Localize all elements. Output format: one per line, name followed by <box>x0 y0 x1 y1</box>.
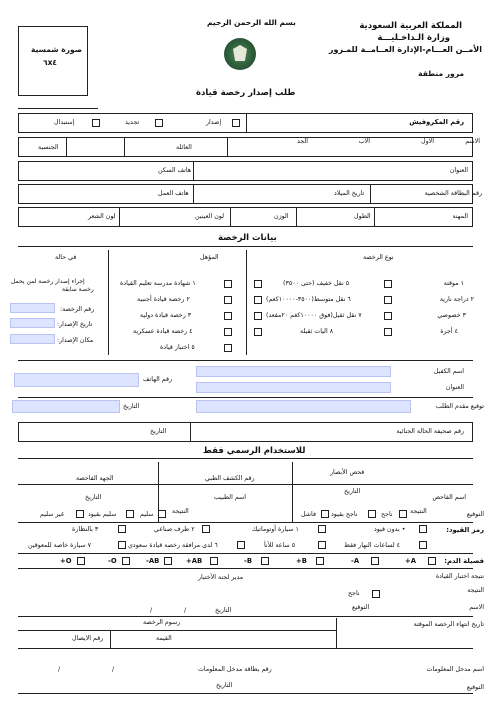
blood-a-neg-checkbox[interactable] <box>371 557 379 565</box>
father-name-label: الأب <box>358 138 370 145</box>
sponsor-address-label: العنوان <box>445 384 464 391</box>
medical-no-label: رقم الكشف الطبي <box>205 475 255 482</box>
type-medium-label: ٦ نقل متوسط(٣٥٠٠-١٠٠٠٠كغم) <box>266 296 351 303</box>
renew-label: تجديد <box>125 119 140 126</box>
blood-a-pos-checkbox[interactable] <box>428 557 436 565</box>
renew-checkbox[interactable] <box>155 119 163 127</box>
blood-ab-neg-checkbox[interactable] <box>164 557 172 565</box>
height-label: الطول <box>354 213 371 220</box>
examiner-label: اسم الفاحص <box>432 494 466 501</box>
prev-license-no-field[interactable] <box>10 303 55 313</box>
type-motorcycle-label: ٢ دراجة نارية <box>439 296 474 303</box>
restriction-4-label: ٤ لساعات النهار فقط <box>344 542 401 549</box>
qual-foreign-checkbox[interactable] <box>224 296 232 304</box>
type-taxi-checkbox[interactable] <box>384 328 392 336</box>
photo-label: صورة شمسية <box>31 45 82 54</box>
family-name-label: العائلة <box>176 144 192 151</box>
tester-name-label: الاسم <box>469 604 484 611</box>
restrictions-label: رمز القيود: <box>446 526 484 534</box>
vision-pass-cond-label: ناجح بقيود <box>331 511 358 518</box>
prev-issue-date-label: تاريخ الإصدار: <box>57 321 93 328</box>
data-entry-name-label: اسم مدخل المعلومات <box>426 666 484 673</box>
restriction-3-label: ٣ بالنظارة <box>72 526 99 533</box>
blood-o-pos-label: O+ <box>60 557 72 565</box>
blood-ab-pos-checkbox[interactable] <box>210 557 218 565</box>
blood-b-pos-checkbox[interactable] <box>316 557 324 565</box>
license-type-header: نوع الرخصة <box>363 254 394 261</box>
qual-military-checkbox[interactable] <box>224 328 232 336</box>
issue-checkbox[interactable] <box>232 119 240 127</box>
type-medium-checkbox[interactable] <box>254 296 262 304</box>
sponsor-name-label: اسم الكفيل <box>433 368 464 375</box>
department-title: الأمــن العـــام-الإدارة العــامــة للمـرور <box>328 45 482 54</box>
data-entry-signature-label: التوقيع <box>466 684 484 691</box>
restriction-5-checkbox[interactable] <box>318 541 326 549</box>
temp-expiry-label: تاريخ انتهاء الرخصة الموقتة <box>413 621 484 628</box>
blood-ab-pos-label: AB+ <box>186 557 203 565</box>
blood-o-pos-checkbox[interactable] <box>77 557 85 565</box>
blood-o-neg-label: O- <box>108 557 117 565</box>
profession-row <box>18 207 473 227</box>
kingdom-title: المملكة العربية السعودية <box>359 21 462 31</box>
vision-fail-label: فاشل <box>301 511 316 518</box>
data-entry-date-label: التاريخ <box>216 682 233 689</box>
case-text-2: رخصة سابقة <box>62 286 94 293</box>
fees-label: رسوم الرخصة <box>143 619 181 626</box>
restriction-7-label: ٧ سيارة خاصة للمعوقين <box>28 542 92 549</box>
type-machinery-label: ٨ اليات ثقيلة <box>300 328 334 335</box>
restriction-1-checkbox[interactable] <box>318 525 326 533</box>
sponsor-address-field[interactable] <box>196 382 391 393</box>
id-row <box>18 184 473 204</box>
type-private-label: ٣ خصوصي <box>437 312 466 319</box>
blood-b-neg-checkbox[interactable] <box>261 557 269 565</box>
official-use-title: للاستخدام الرسمي فقط <box>203 446 306 456</box>
prev-issue-place-field[interactable] <box>10 334 55 344</box>
grandfather-name-label: الجد <box>296 138 308 145</box>
form-title: طلب إصدار رخصة قيادة <box>196 88 296 98</box>
data-entry-card-label: رقم بطاقة مدخل المعلومات <box>198 666 272 673</box>
medical-sound-cond-label: سليم بقيود <box>88 511 117 518</box>
weight-label: الوزن <box>274 213 289 220</box>
type-heavy-checkbox[interactable] <box>254 312 262 320</box>
qual-school-checkbox[interactable] <box>224 280 232 288</box>
test-date-slash-1: / <box>184 607 187 614</box>
type-motorcycle-checkbox[interactable] <box>384 296 392 304</box>
restriction-0-checkbox[interactable] <box>419 525 427 533</box>
birth-date-label: تاريخ الميلاد <box>334 190 365 197</box>
doctor-label: اسم الطبيب <box>214 494 247 501</box>
type-light-checkbox[interactable] <box>254 280 262 288</box>
vision-signature-label: التوقيع <box>466 511 484 518</box>
photo-size: ٦x٤ <box>43 58 57 67</box>
medical-unsound-label: غير سليم <box>40 511 65 518</box>
sponsor-name-field[interactable] <box>196 366 391 377</box>
restriction-5-label: ٥ ساعة للأنأ <box>264 542 296 549</box>
address-label: العنوان <box>449 167 468 174</box>
vision-fail-checkbox[interactable] <box>321 510 329 518</box>
type-machinery-checkbox[interactable] <box>254 328 262 336</box>
type-heavy-label: ٧ نقل ثقيل(فوق ١٠٠٠٠كغم ٢٠مقعد) <box>266 312 362 319</box>
test-date-label: التاريخ <box>215 607 232 614</box>
type-light-label: ٥ نقل خفيف (حتى ٣٥٠٠) <box>283 280 350 287</box>
driving-pass-label: ناجح <box>348 590 360 597</box>
microfilm-label: رقم المكروفيش <box>409 118 464 126</box>
name-row <box>18 137 473 157</box>
home-phone-label: هاتف السكن <box>158 167 192 174</box>
id-number-label: رقم البطاقة الشخصية <box>424 190 482 197</box>
blood-b-neg-label: B- <box>244 557 253 565</box>
qual-international-label: ٣ رخصة قيادة دولية <box>140 312 192 319</box>
medical-date-label: التاريخ <box>85 494 102 501</box>
replace-checkbox[interactable] <box>92 119 100 127</box>
basmala: بسم الله الرحمن الرحيم <box>207 18 296 27</box>
driving-result-label: النتيجة <box>467 587 484 594</box>
address-row <box>18 161 473 181</box>
medical-result-label: النتيجة <box>172 508 189 515</box>
blood-type-label: فصيلة الدم: <box>444 557 484 565</box>
region-label: مرور منطقة <box>418 69 464 78</box>
qual-test-checkbox[interactable] <box>224 344 232 352</box>
qual-test-label: ٥ اختبار قيادة <box>160 344 195 351</box>
nationality-label: الجنسية <box>38 144 59 151</box>
applicant-signature-field[interactable] <box>196 400 411 413</box>
qual-foreign-label: ٢ رخصة قيادة أجنبية <box>137 296 190 303</box>
criminal-date-label: التاريخ <box>150 428 167 435</box>
criminal-record-label: رقم صحيفة الحالة الجنائية <box>396 428 464 435</box>
vision-pass-label: ناجح <box>381 511 393 518</box>
data-entry-slash-2: / <box>58 666 61 673</box>
restriction-6-checkbox[interactable] <box>237 541 245 549</box>
sponsor-phone-field[interactable] <box>14 373 139 387</box>
type-taxi-label: ٤ أجرة <box>440 328 458 335</box>
prev-license-no-label: رقم الرخصة: <box>60 306 95 313</box>
vision-test-label: فحص الأبصار <box>330 469 365 476</box>
applicant-date-label: التاريخ <box>123 403 140 410</box>
type-private-checkbox[interactable] <box>384 312 392 320</box>
replace-label: إستبدال <box>54 119 75 126</box>
vision-result-label: النتيجة <box>410 508 427 515</box>
blood-a-neg-label: A- <box>351 557 360 565</box>
profession-label: المهنة <box>452 213 468 220</box>
data-entry-slash-1: / <box>112 666 115 673</box>
work-phone-label: هاتف العمل <box>158 190 189 197</box>
test-manager-label: مدير لجنة الأختبار <box>198 574 244 581</box>
photo-box <box>18 26 88 96</box>
medical-sound-label: سليم <box>140 511 154 518</box>
restriction-1-label: ١ سيارة أوتوماتيك <box>252 526 299 533</box>
restriction-6-label: ٦ لدى مرافقة رخصة قيادة سعودي <box>128 542 218 549</box>
license-data-title: بيانات الرخصة <box>218 233 277 243</box>
medical-unsound-checkbox[interactable] <box>76 510 84 518</box>
qualification-header: المؤهل <box>200 254 219 261</box>
vision-pass-cond-checkbox[interactable] <box>368 510 376 518</box>
saudi-emblem-icon <box>224 38 256 70</box>
vision-date-label: التاريخ <box>344 488 361 495</box>
driving-pass-checkbox[interactable] <box>372 590 380 598</box>
blood-a-pos-label: A+ <box>405 557 416 565</box>
medical-sound-cond-checkbox[interactable] <box>126 510 134 518</box>
case-header: في حالة <box>55 254 77 261</box>
ministry-title: وزارة الـداخـليـــة <box>377 33 450 43</box>
restriction-3-checkbox[interactable] <box>118 525 126 533</box>
restriction-7-checkbox[interactable] <box>118 541 126 549</box>
eye-color-label: لون العينين <box>195 213 224 220</box>
sponsor-phone-label: رقم الهاتف <box>143 376 173 383</box>
receipt-no-label: رقم الايصال <box>72 635 104 642</box>
vision-pass-checkbox[interactable] <box>399 510 407 518</box>
qual-school-label: ١ شهادة مدرسة تعليم القيادة <box>120 280 196 287</box>
applicant-date-field[interactable] <box>12 400 120 413</box>
prev-issue-place-label: مكان الإصدار: <box>57 337 94 344</box>
qual-international-checkbox[interactable] <box>224 312 232 320</box>
hair-color-label: لون الشعر <box>88 213 116 220</box>
restriction-0-label: • بدون قيود <box>374 526 406 533</box>
blood-ab-neg-label: AB- <box>146 557 160 565</box>
tester-signature-label: التوقيع <box>352 604 370 611</box>
qual-military-label: ٤ رخصة قيادة عسكرية <box>133 328 193 335</box>
fees-value-label: القيمة <box>156 635 172 642</box>
test-date-slash-2: / <box>150 607 153 614</box>
first-name-label: الأول <box>421 138 434 145</box>
medical-sound-checkbox[interactable] <box>158 510 166 518</box>
case-text-1: إجراء إصدار رخصة لمن يحمل <box>11 278 85 285</box>
type-temp-checkbox[interactable] <box>384 280 392 288</box>
type-temp-label: ١ موقتة <box>443 280 464 287</box>
applicant-signature-label: توقيع مقدم الطلب <box>435 403 484 410</box>
restriction-4-checkbox[interactable] <box>419 541 427 549</box>
prev-issue-date-field[interactable] <box>10 318 55 328</box>
issue-label: إصدار <box>206 119 222 126</box>
name-label: الاسم <box>465 138 480 145</box>
restriction-2-checkbox[interactable] <box>202 525 210 533</box>
examining-body-label: الجهة الفاحصة <box>76 475 114 482</box>
driving-test-label: نتيجة اختبار القيادة <box>435 573 484 580</box>
blood-o-neg-checkbox[interactable] <box>122 557 130 565</box>
restriction-2-label: ٢ طرف صناعي <box>154 526 195 533</box>
blood-b-pos-label: B+ <box>296 557 307 565</box>
